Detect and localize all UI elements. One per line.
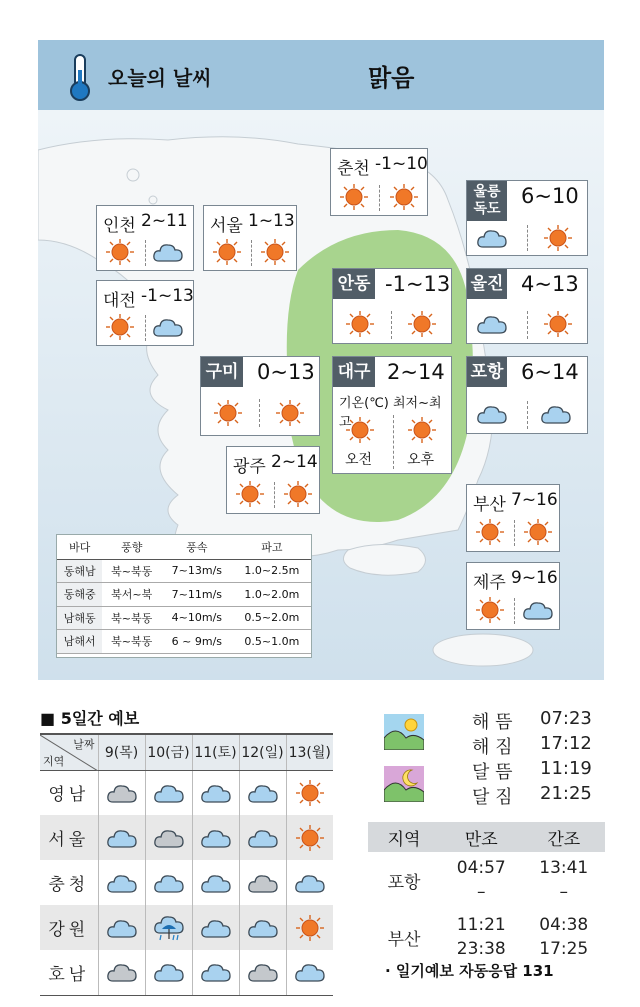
sun-icon <box>337 182 371 212</box>
sunset-label: 해 짐 <box>472 737 513 758</box>
cloud-icon <box>199 868 233 898</box>
forecast-day-header: 9(목) <box>98 734 145 770</box>
today-weather-panel <box>38 40 604 680</box>
table-row <box>40 905 333 950</box>
cloud-icon <box>246 913 280 943</box>
thermometer-icon <box>64 52 96 102</box>
cloud-icon <box>151 312 185 342</box>
sun-icon <box>343 309 377 339</box>
tide-header: 지역 <box>368 822 440 852</box>
cloud-icon <box>199 913 233 943</box>
city-card-pohang: 포항 6~14 <box>466 356 588 434</box>
forecast-day-header: 10(금) <box>145 734 192 770</box>
sun-icon <box>293 823 327 853</box>
city-card-seoul: 서울 1~13 <box>203 205 297 271</box>
sun-icon <box>405 415 439 445</box>
city-card-chuncheon: 춘천 -1~10 <box>330 148 428 216</box>
cloud-icon <box>152 823 186 853</box>
phone-service-note: · 일기예보 자동응답 131 <box>385 962 554 980</box>
panel-header <box>38 40 604 110</box>
sunset-time: 17:12 <box>540 733 592 754</box>
sun-icon <box>541 223 575 253</box>
table-row: 동해중 북서~북 7~11m/s 1.0~2.0m <box>57 583 311 607</box>
cloud-icon <box>539 399 573 429</box>
moonset-time: 21:25 <box>540 783 592 804</box>
tide-header: 만조 <box>440 822 523 852</box>
sun-icon <box>541 309 575 339</box>
sea-header: 풍속 <box>161 535 233 559</box>
forecast-corner-header: 날짜 지역 <box>40 734 98 770</box>
cloud-icon <box>246 957 280 987</box>
cloud-icon <box>105 823 139 853</box>
cloud-icon <box>152 778 186 808</box>
table-row <box>40 950 333 995</box>
moonset-label: 달 짐 <box>472 787 513 808</box>
city-card-jeju: 제주 9~16 <box>466 562 560 630</box>
sea-header: 바다 <box>57 535 102 559</box>
cloud-icon <box>199 778 233 808</box>
forecast-region: 호남 <box>40 950 98 995</box>
sun-icon <box>281 479 315 509</box>
cloud-icon <box>105 778 139 808</box>
sun-icon <box>233 479 267 509</box>
moonrise-time: 11:19 <box>540 758 592 779</box>
sun-icon <box>387 182 421 212</box>
sun-icon <box>293 913 327 943</box>
sun-icon <box>473 517 507 547</box>
city-card-daejeon: 대전 -1~13 <box>96 280 194 346</box>
city-card-ulleung: 울릉 독도 6~10 <box>466 180 588 256</box>
sun-icon <box>103 312 137 342</box>
pm-label: 오후 <box>407 452 435 468</box>
forecast-region: 충청 <box>40 860 98 905</box>
sea-header: 파고 <box>233 535 311 559</box>
cloud-icon <box>475 399 509 429</box>
am-label: 오전 <box>345 452 373 468</box>
sun-icon <box>473 595 507 625</box>
sea-forecast-table <box>56 534 312 658</box>
forecast-title: ■ 5일간 예보 <box>40 709 140 728</box>
moonrise-icon <box>384 766 424 802</box>
weather-condition: 맑음 <box>368 64 415 92</box>
cloud-icon <box>293 868 327 898</box>
forecast-region: 서울 <box>40 815 98 860</box>
table-row: 부산 11:21 23:38 04:38 17:25 <box>387 915 589 959</box>
sea-header: 풍향 <box>102 535 161 559</box>
sun-icon <box>258 237 292 267</box>
cloud-icon <box>152 868 186 898</box>
city-card-gumi: 구미 0~13 <box>200 356 320 436</box>
sun-icon <box>211 398 245 428</box>
tide-header: 간조 <box>523 822 606 852</box>
moonrise-label: 달 뜸 <box>472 762 513 783</box>
cloud-icon <box>105 868 139 898</box>
sun-icon <box>293 778 327 808</box>
cloud-icon <box>521 595 555 625</box>
temp-legend-caption: 기온(℃) 최저~최고 <box>339 396 442 430</box>
sun-moon-times <box>380 708 605 808</box>
cloud-icon <box>199 823 233 853</box>
city-card-incheon: 인천 2~11 <box>96 205 194 271</box>
forecast-day-header: 11(토) <box>192 734 239 770</box>
table-row <box>40 770 333 815</box>
city-card-daegu: 대구 2~14 기온(℃) 최저~최고 오전 오후 <box>332 356 452 474</box>
table-row: 남해동 북~북동 4~10m/s 0.5~2.0m <box>57 606 311 630</box>
city-card-busan: 부산 7~16 <box>466 484 560 552</box>
city-card-uljin: 울진 4~13 <box>466 268 588 344</box>
cloud-icon <box>475 223 509 253</box>
sunrise-label: 해 뜸 <box>472 712 513 733</box>
sunrise-icon <box>384 714 424 750</box>
table-row <box>40 860 333 905</box>
table-row: 남해서 북~북동 6 ~ 9m/s 0.5~1.0m <box>57 630 311 654</box>
cloud-icon <box>293 957 327 987</box>
forecast-region: 영남 <box>40 770 98 815</box>
sun-icon <box>521 517 555 547</box>
tide-table <box>368 822 605 966</box>
table-row <box>40 815 333 860</box>
rain-umbrella-icon <box>152 913 186 943</box>
cloud-icon <box>246 868 280 898</box>
table-row: 포항 04:57 – 13:41 – <box>387 858 589 902</box>
sunrise-time: 07:23 <box>540 708 592 729</box>
sun-icon <box>273 398 307 428</box>
page-title: 오늘의 날씨 <box>108 66 212 90</box>
table-row: 동해남 북~북동 7~13m/s 1.0~2.5m <box>57 559 311 583</box>
sun-icon <box>210 237 244 267</box>
cloud-icon <box>105 913 139 943</box>
city-card-andong: 안동 -1~13 <box>332 268 452 344</box>
cloud-icon <box>105 957 139 987</box>
sun-icon <box>103 237 137 267</box>
five-day-forecast-table <box>40 733 333 996</box>
cloud-icon <box>246 778 280 808</box>
cloud-icon <box>151 237 185 267</box>
cloud-icon <box>152 957 186 987</box>
city-card-gwangju: 광주 2~14 <box>226 446 320 514</box>
sun-icon <box>343 415 377 445</box>
forecast-day-header: 12(일) <box>239 734 286 770</box>
sun-icon <box>405 309 439 339</box>
forecast-region: 강원 <box>40 905 98 950</box>
cloud-icon <box>475 309 509 339</box>
forecast-day-header: 13(월) <box>286 734 333 770</box>
cloud-icon <box>246 823 280 853</box>
cloud-icon <box>199 957 233 987</box>
